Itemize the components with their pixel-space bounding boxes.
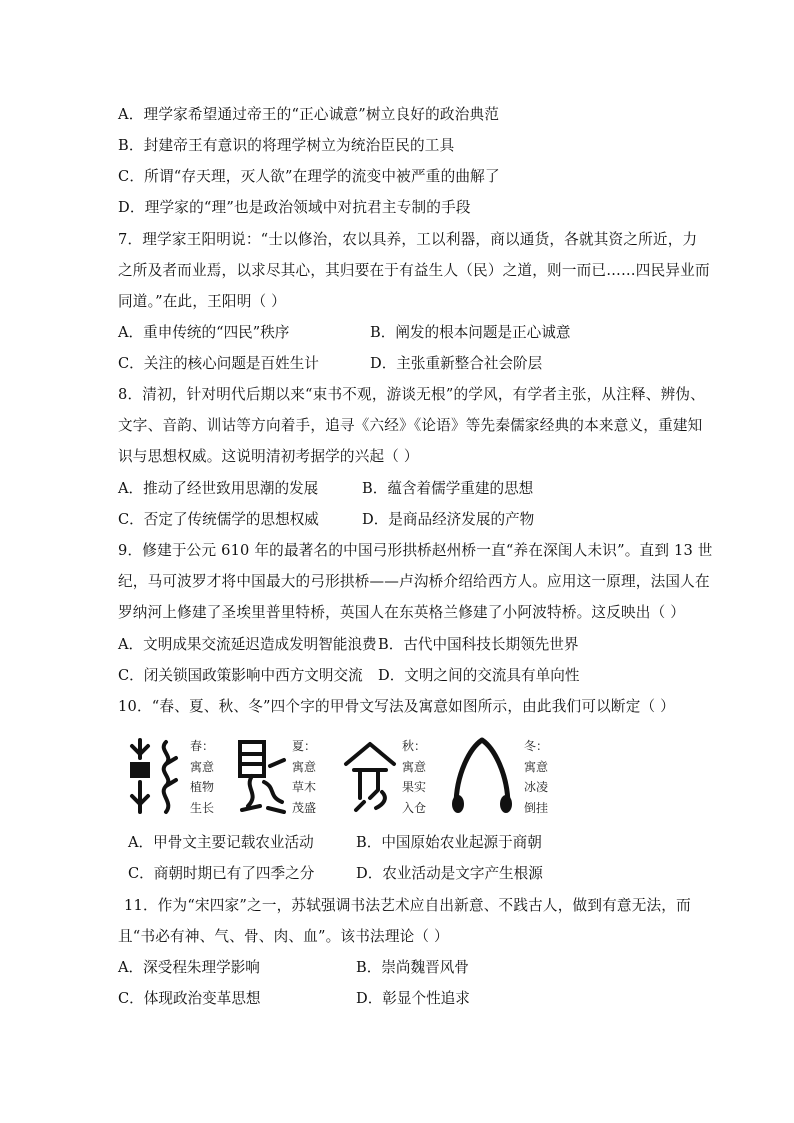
winter-glyph-image <box>446 734 518 816</box>
q10-stem: 10．“春、夏、秋、冬”四个字的甲骨文写法及寓意如图所示，由此我们可以断定（ ） <box>118 698 675 715</box>
q8-option-a: A．推动了经世致用思潮的发展 <box>118 480 319 497</box>
q6-option-d: D．理学家的“理”也是政治领域中对抗君主专制的手段 <box>118 199 471 216</box>
q9-option-b: B．古代中国科技长期领先世界 <box>378 636 579 653</box>
q7-stem-line-2: 之所及者而业焉，以求尽其心，其归要在于有益生人（民）之道，则一而已……四民异业而 <box>118 262 710 279</box>
q11-option-d: D．彰显个性追求 <box>356 990 470 1007</box>
q10-option-c: C．商朝时期已有了四季之分 <box>128 865 315 882</box>
q7-stem-line-3: 同道。”在此，王阳明（ ） <box>118 293 286 310</box>
q11-stem-line-2: 且“书必有神、气、骨、肉、血”。该书法理论（ ） <box>118 928 449 945</box>
q9-option-a: A．文明成果交流延迟造成发明智能浪费 <box>118 636 377 653</box>
autumn-gloss: 秋： 寓意 果实 入仓 <box>402 739 427 815</box>
summer-gloss: 夏： 寓意 草木 茂盛 <box>292 739 317 815</box>
spring-gloss: 春： 寓意 植物 生长 <box>190 739 215 815</box>
q8-option-d: D．是商品经济发展的产物 <box>362 511 535 528</box>
q9-stem-line-1: 9．修建于公元 610 年的最著名的中国弓形拱桥赵州桥一直“养在深闺人未识”。直到 13 世 <box>118 542 713 559</box>
q10-option-d: D．农业活动是文字产生根源 <box>356 865 543 882</box>
q8-stem-line-2: 文字、音韵、训诂等方向着手，追寻《六经》《论语》等先秦儒家经典的本来意义，重建知 <box>118 417 703 434</box>
q9-stem-line-2: 纪，马可波罗才将中国最大的弓形拱桥——卢沟桥介绍给西方人。应用这一原理，法国人在 <box>118 573 710 590</box>
q11-option-c: C．体现政治变革思想 <box>118 990 261 1007</box>
q9-option-d: D．文明之间的交流具有单向性 <box>378 667 580 684</box>
q11-option-a: A．深受程朱理学影响 <box>118 959 260 976</box>
q11-option-b: B．崇尚魏晋风骨 <box>356 959 469 976</box>
q6-option-a: A．理学家希望通过帝王的“正心诚意”树立良好的政治典范 <box>118 106 500 123</box>
summer-glyph-image <box>234 736 290 816</box>
q6-option-c: C．所谓“存天理，灭人欲”在理学的流变中被严重的曲解了 <box>118 168 500 185</box>
q8-stem-line-1: 8．清初，针对明代后期以来“束书不观，游谈无根”的学风，有学者主张，从注释、辨伪、 <box>118 386 705 403</box>
q7-stem-line-1: 7．理学家王阳明说：“士以修治，农以具养，工以利器，商以通货，各就其资之所近，力 <box>118 231 698 248</box>
q8-option-b: B．蕴含着儒学重建的思想 <box>362 480 534 497</box>
q8-option-c: C．否定了传统儒学的思想权威 <box>118 511 319 528</box>
q7-option-d: D．主张重新整合社会阶层 <box>370 355 543 372</box>
q11-stem-line-1: 11．作为“宋四家”之一，苏轼强调书法艺术应自出新意、不践古人，做到有意无法，而 <box>124 897 691 914</box>
autumn-glyph-image <box>342 736 398 816</box>
q9-stem-line-3: 罗纳河上修建了圣埃里普里特桥，英国人在东英格兰修建了小阿波特桥。这反映出（ ） <box>118 604 686 621</box>
q10-option-a: A．甲骨文主要记载农业活动 <box>128 834 314 851</box>
winter-gloss: 冬： 寓意 冰凌 倒挂 <box>524 739 549 815</box>
q7-option-b: B．阐发的根本问题是正心诚意 <box>370 324 571 341</box>
q7-option-a: A．重申传统的“四民”秩序 <box>118 324 290 341</box>
q6-option-b: B．封建帝王有意识的将理学树立为统治臣民的工具 <box>118 137 455 154</box>
spring-glyph-image <box>128 736 184 816</box>
q9-option-c: C．闭关锁国政策影响中西方文明交流 <box>118 667 363 684</box>
q10-option-b: B．中国原始农业起源于商朝 <box>356 834 542 851</box>
q8-stem-line-3: 识与思想权威。这说明清初考据学的兴起（ ） <box>118 448 419 465</box>
q7-option-c: C．关注的核心问题是百姓生计 <box>118 355 319 372</box>
